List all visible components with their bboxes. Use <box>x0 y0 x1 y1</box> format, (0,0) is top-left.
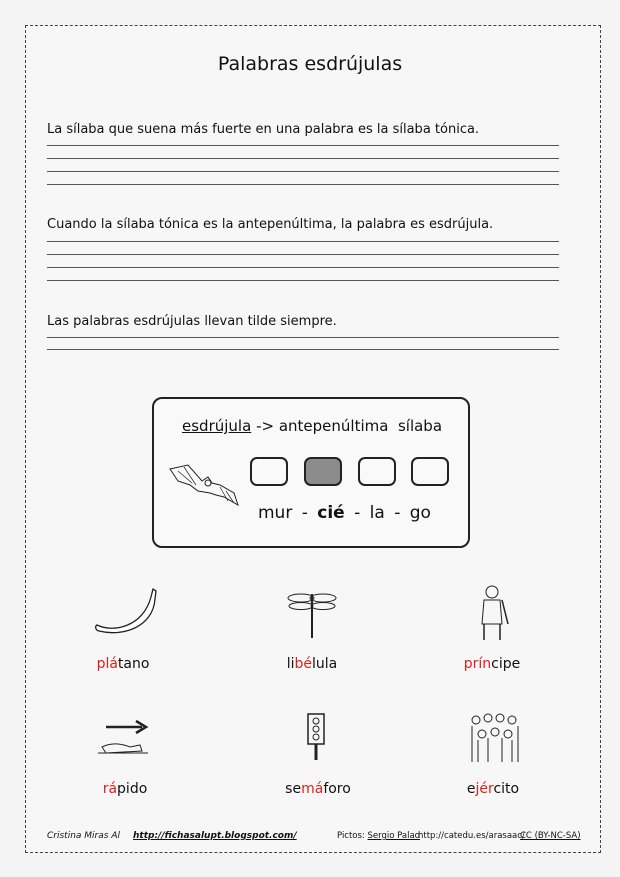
army-icon <box>468 712 522 764</box>
syllable-box-1 <box>250 457 288 486</box>
footer-pictos: Pictos: Sergio Palao <box>337 831 420 841</box>
writing-line <box>47 337 559 338</box>
pictos-author-link[interactable]: Sergio Palao <box>367 831 420 841</box>
word-libelula: libélula <box>286 656 338 672</box>
footer-license-link[interactable]: CC (BY-NC-SA) <box>520 831 581 841</box>
sentence-1: La sílaba que suena más fuerte en una palabra es la sílaba tónica. <box>47 122 480 137</box>
page-title: Palabras esdrújulas <box>217 53 403 75</box>
banana-icon <box>93 587 159 635</box>
syllable-box-4 <box>411 457 449 486</box>
word-semaforo: semáforo <box>285 781 351 797</box>
writing-line <box>47 145 559 146</box>
footer-author: Cristina Miras Al <box>47 831 120 841</box>
word-principe: príncipe <box>463 656 521 672</box>
writing-line <box>47 241 559 242</box>
term: esdrújula <box>182 417 252 435</box>
definition: antepenúltima sílaba <box>278 417 443 435</box>
word-platano: plátano <box>96 656 150 672</box>
writing-line <box>47 349 559 350</box>
writing-line <box>47 254 559 255</box>
sentence-2: Cuando la sílaba tónica es la antepenúltima, la palabra es esdrújula. <box>47 217 494 232</box>
box-heading <box>182 417 442 435</box>
writing-line <box>47 280 559 281</box>
footer-pictos-url[interactable]: http://catedu.es/arasaac/ <box>418 831 525 841</box>
writing-line <box>47 267 559 268</box>
writing-line <box>47 184 559 185</box>
prince-icon <box>474 584 514 644</box>
sentence-3: Las palabras esdrújulas llevan tilde siempre. <box>47 314 337 329</box>
dragonfly-icon <box>287 588 337 640</box>
traffic-light-icon <box>305 713 327 761</box>
example-box <box>152 397 470 548</box>
syllables: mur - cié - la - go <box>258 503 431 523</box>
word-rapido: rápido <box>102 781 148 797</box>
footer-author-link[interactable]: http://fichasalupt.blogspot.com/ <box>133 831 297 841</box>
writing-line <box>47 158 559 159</box>
arrow: -> <box>256 417 275 435</box>
word-ejercito: ejército <box>466 781 520 797</box>
fast-runner-icon <box>96 717 154 759</box>
bat-icon <box>168 463 240 507</box>
syllable-box-3 <box>358 457 396 486</box>
writing-line <box>47 171 559 172</box>
syllable-box-2-highlighted <box>304 457 342 486</box>
